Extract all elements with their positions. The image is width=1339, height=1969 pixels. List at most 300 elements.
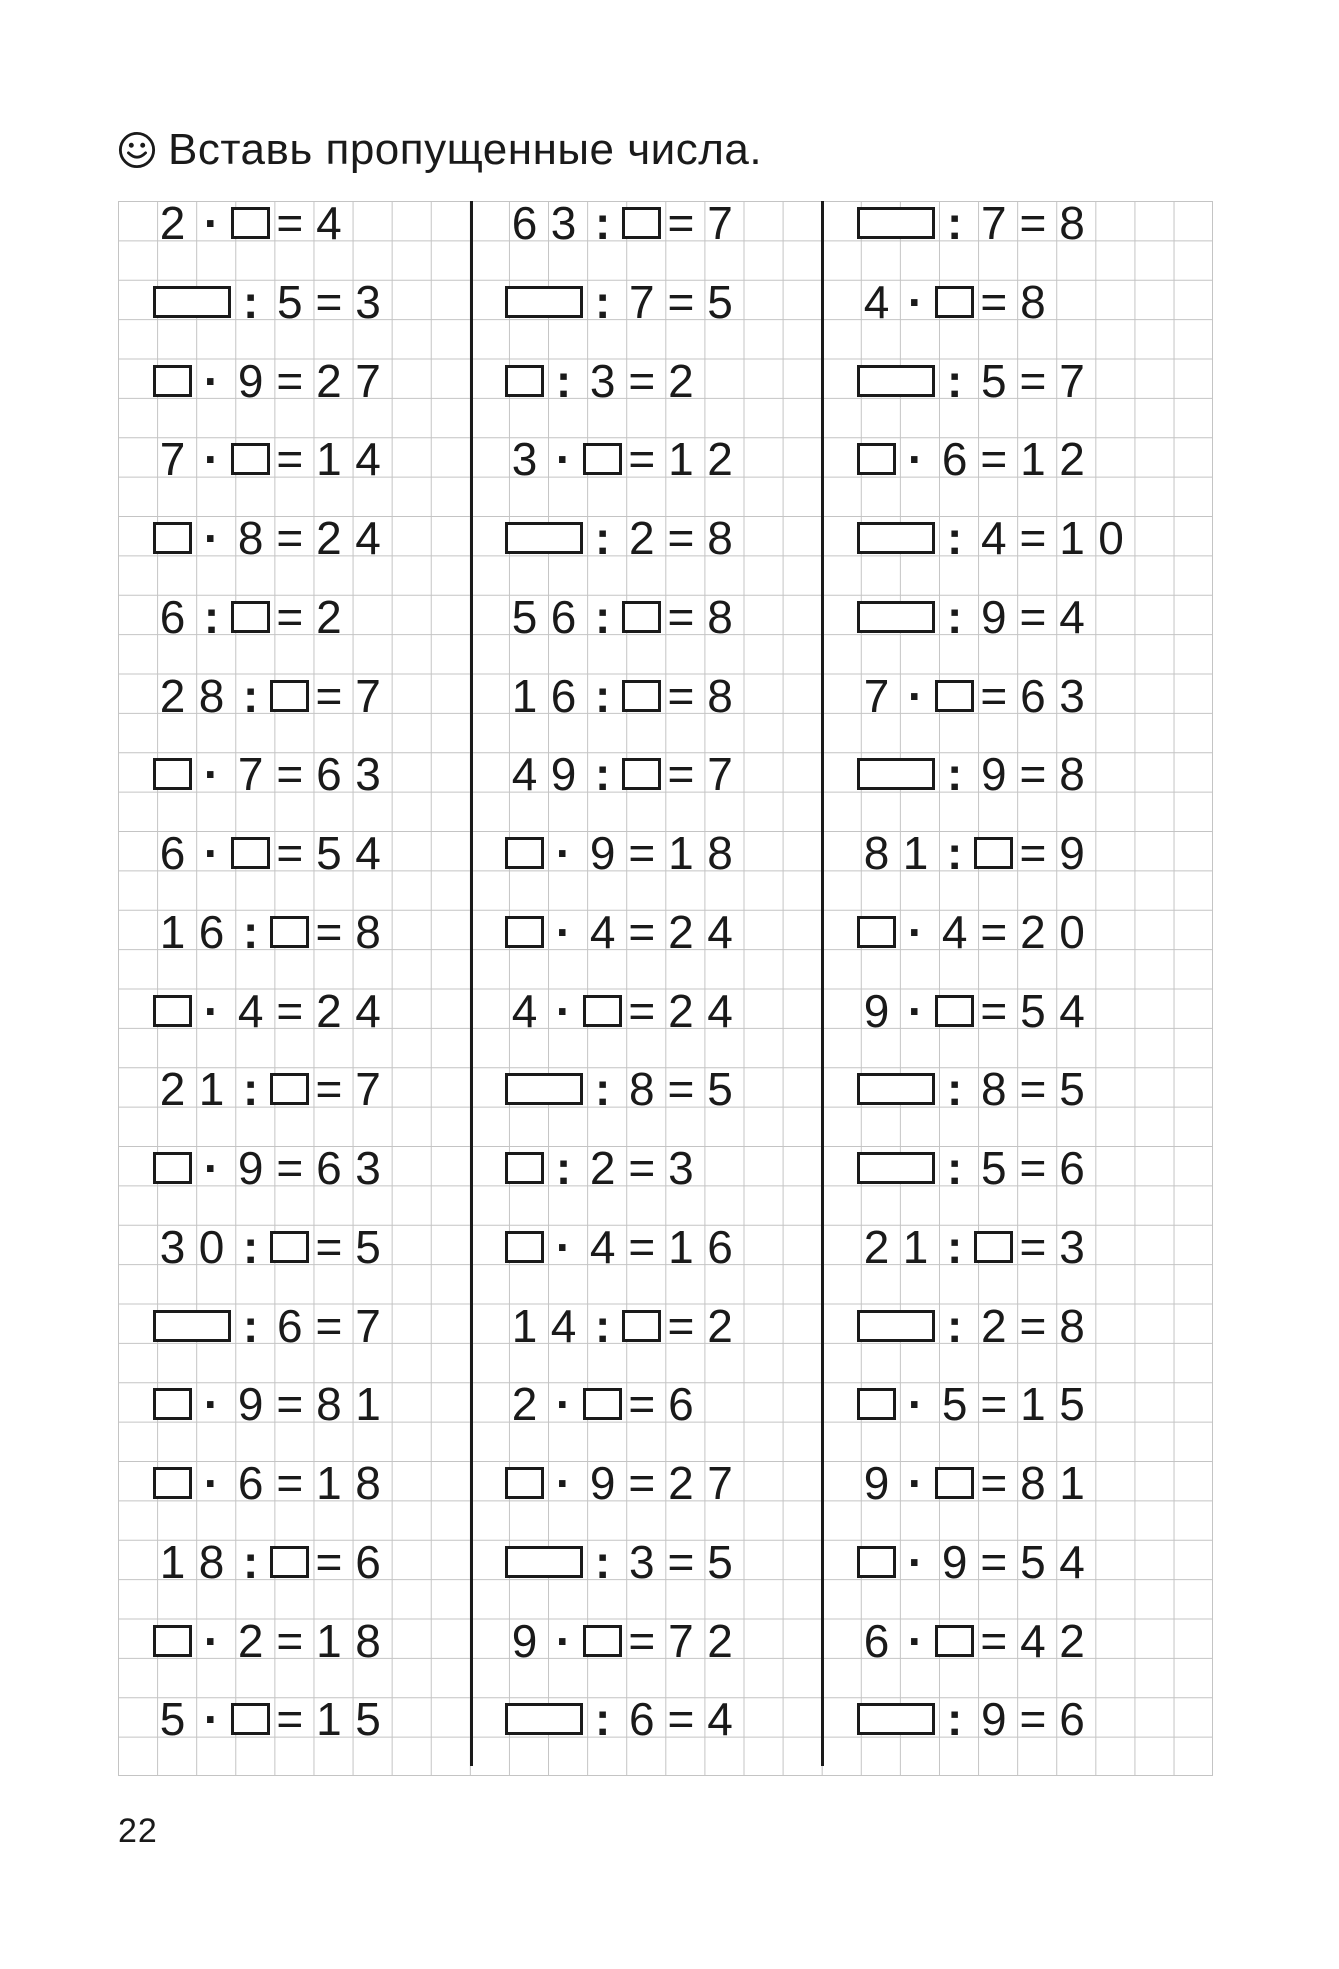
divide-sign: : — [947, 1142, 963, 1194]
answer-box-wide[interactable] — [505, 1546, 583, 1578]
equals-sign: = — [667, 1063, 695, 1116]
multiply-sign: · — [907, 905, 924, 958]
digit: 3 — [629, 1535, 655, 1588]
answer-box[interactable] — [974, 837, 1013, 869]
exercise-title-text: Вставь пропущенные числа. — [168, 125, 763, 174]
answer-box[interactable] — [935, 286, 974, 318]
digit: 7 — [668, 1614, 694, 1667]
divide-sign: : — [595, 1535, 611, 1588]
digit: 6 — [1059, 1693, 1085, 1746]
digit: 1 — [1059, 512, 1085, 564]
equals-sign: = — [276, 1457, 304, 1509]
digit: 4 — [1059, 984, 1085, 1037]
digit: 6 — [198, 905, 225, 958]
digit: 4 — [550, 1299, 577, 1352]
digit: 4 — [1020, 1614, 1046, 1667]
digit: 5 — [316, 827, 342, 879]
answer-box[interactable] — [622, 1310, 661, 1342]
multiply-sign: · — [555, 905, 572, 958]
digit: 3 — [550, 197, 577, 249]
divide-sign: : — [947, 1063, 963, 1116]
digit: 6 — [511, 197, 538, 249]
digit: 4 — [589, 1220, 616, 1273]
equals-sign: = — [1019, 748, 1047, 801]
digit: 4 — [355, 512, 381, 564]
answer-box[interactable] — [505, 1467, 544, 1499]
digit: 5 — [1020, 1535, 1046, 1588]
digit: 4 — [355, 984, 381, 1037]
digit: 6 — [668, 1378, 694, 1431]
digit: 2 — [668, 1457, 694, 1509]
divide-sign: : — [595, 1063, 611, 1116]
equals-sign: = — [276, 1614, 304, 1667]
digit: 1 — [355, 1378, 381, 1431]
answer-box-wide[interactable] — [857, 1310, 935, 1342]
answer-box-wide[interactable] — [857, 758, 935, 790]
digit: 7 — [355, 669, 381, 722]
answer-box[interactable] — [505, 365, 544, 397]
answer-box[interactable] — [583, 1388, 622, 1420]
equals-sign: = — [276, 354, 304, 407]
digit: 3 — [159, 1220, 186, 1273]
digit: 2 — [159, 197, 186, 249]
answer-box-wide[interactable] — [857, 522, 935, 554]
digit: 8 — [316, 1378, 342, 1431]
answer-box[interactable] — [153, 995, 192, 1027]
multiply-sign: · — [203, 1378, 220, 1431]
equals-sign: = — [667, 1693, 695, 1746]
digit: 5 — [277, 275, 303, 328]
answer-box[interactable] — [270, 680, 309, 712]
answer-box-wide[interactable] — [857, 365, 935, 397]
digit: 2 — [707, 1299, 733, 1352]
digit: 4 — [511, 984, 538, 1037]
digit: 0 — [1059, 905, 1085, 958]
divide-sign: : — [243, 275, 259, 328]
digit: 5 — [511, 590, 538, 643]
multiply-sign: · — [907, 1614, 924, 1667]
digit: 6 — [159, 827, 186, 879]
smiley-icon — [118, 131, 156, 169]
equals-sign: = — [628, 1614, 656, 1667]
divide-sign: : — [243, 1063, 259, 1116]
digit: 4 — [1059, 1535, 1085, 1588]
answer-box[interactable] — [935, 680, 974, 712]
digit: 1 — [1020, 1378, 1046, 1431]
answer-box-wide[interactable] — [857, 1152, 935, 1184]
equals-sign: = — [276, 512, 304, 564]
digit: 4 — [1059, 590, 1085, 643]
answer-box-wide[interactable] — [857, 1703, 935, 1735]
answer-box[interactable] — [153, 1388, 192, 1420]
digit: 3 — [355, 275, 381, 328]
exercise-title — [118, 120, 762, 180]
equals-sign: = — [1019, 1693, 1047, 1746]
answer-box[interactable] — [583, 1625, 622, 1657]
equals-sign: = — [276, 1693, 304, 1746]
digit: 2 — [316, 984, 342, 1037]
equals-sign: = — [315, 1063, 343, 1116]
divide-sign: : — [595, 1299, 611, 1352]
digit: 7 — [707, 1457, 733, 1509]
digit: 2 — [159, 1063, 186, 1116]
answer-box[interactable] — [153, 1467, 192, 1499]
digit: 3 — [1059, 669, 1085, 722]
multiply-sign: · — [203, 1142, 220, 1194]
digit: 9 — [511, 1614, 538, 1667]
digit: 4 — [237, 984, 264, 1037]
answer-box[interactable] — [857, 916, 896, 948]
digit: 2 — [589, 1142, 616, 1194]
multiply-sign: · — [203, 1614, 220, 1667]
digit: 6 — [550, 669, 577, 722]
digit: 1 — [902, 1220, 929, 1273]
equals-sign: = — [1019, 590, 1047, 643]
divide-sign: : — [947, 748, 963, 801]
equals-sign: = — [980, 669, 1008, 722]
divide-sign: : — [243, 1299, 259, 1352]
digit: 2 — [1059, 1614, 1085, 1667]
equals-sign: = — [667, 275, 695, 328]
digit: 2 — [237, 1614, 264, 1667]
digit: 6 — [863, 1614, 890, 1667]
divide-sign: : — [595, 275, 611, 328]
answer-box[interactable] — [270, 1231, 309, 1263]
digit: 1 — [159, 905, 186, 958]
answer-box[interactable] — [974, 1231, 1013, 1263]
digit: 4 — [355, 433, 381, 486]
digit: 3 — [511, 433, 538, 486]
digit: 4 — [707, 1693, 733, 1746]
answer-box[interactable] — [270, 916, 309, 948]
digit: 8 — [355, 1614, 381, 1667]
answer-box[interactable] — [153, 365, 192, 397]
digit: 8 — [707, 669, 733, 722]
digit: 1 — [511, 1299, 538, 1352]
equals-sign: = — [980, 984, 1008, 1037]
digit: 6 — [1059, 1142, 1085, 1194]
digit: 8 — [707, 827, 733, 879]
digit: 8 — [1059, 748, 1085, 801]
equals-sign: = — [980, 1535, 1008, 1588]
multiply-sign: · — [555, 1457, 572, 1509]
answer-box-wide[interactable] — [505, 1703, 583, 1735]
multiply-sign: · — [203, 984, 220, 1037]
digit: 9 — [1059, 827, 1085, 879]
answer-box[interactable] — [153, 522, 192, 554]
column-divider — [470, 201, 473, 1766]
digit: 7 — [159, 433, 186, 486]
equals-sign: = — [667, 748, 695, 801]
multiply-sign: · — [555, 984, 572, 1037]
answer-box[interactable] — [583, 995, 622, 1027]
divide-sign: : — [555, 1142, 572, 1194]
answer-box-wide[interactable] — [857, 1073, 935, 1105]
equals-sign: = — [276, 197, 304, 249]
equals-sign: = — [276, 1378, 304, 1431]
digit: 5 — [981, 1142, 1007, 1194]
answer-box[interactable] — [505, 1152, 544, 1184]
digit: 1 — [1020, 433, 1046, 486]
multiply-sign: · — [907, 1535, 924, 1588]
divide-sign: : — [243, 1535, 259, 1588]
digit: 8 — [1059, 197, 1085, 249]
multiply-sign: · — [203, 512, 220, 564]
answer-box[interactable] — [231, 443, 270, 475]
digit: 8 — [198, 1535, 225, 1588]
equals-sign: = — [276, 748, 304, 801]
digit: 5 — [1059, 1378, 1085, 1431]
digit: 9 — [863, 1457, 890, 1509]
column-divider — [821, 201, 824, 1766]
equals-sign: = — [276, 433, 304, 486]
answer-box-wide[interactable] — [153, 1310, 231, 1342]
digit: 9 — [589, 827, 616, 879]
multiply-sign: · — [555, 827, 572, 879]
digit: 8 — [1059, 1299, 1085, 1352]
answer-box-wide[interactable] — [505, 1073, 583, 1105]
answer-box[interactable] — [505, 916, 544, 948]
multiply-sign: · — [203, 1693, 220, 1746]
digit: 6 — [237, 1457, 264, 1509]
digit: 1 — [668, 1220, 694, 1273]
answer-box[interactable] — [622, 680, 661, 712]
multiply-sign: · — [203, 197, 220, 249]
digit: 8 — [981, 1063, 1007, 1116]
digit: 6 — [159, 590, 186, 643]
digit: 9 — [863, 984, 890, 1037]
answer-box[interactable] — [857, 1388, 896, 1420]
equals-sign: = — [628, 1378, 656, 1431]
digit: 6 — [316, 748, 342, 801]
answer-box-wide[interactable] — [153, 286, 231, 318]
equals-sign: = — [980, 1378, 1008, 1431]
multiply-sign: · — [555, 1378, 572, 1431]
divide-sign: : — [555, 354, 572, 407]
digit: 1 — [159, 1535, 186, 1588]
answer-box[interactable] — [857, 443, 896, 475]
divide-sign: : — [595, 197, 611, 249]
digit: 5 — [941, 1378, 968, 1431]
digit: 0 — [198, 1220, 225, 1273]
digit: 9 — [237, 1142, 264, 1194]
digit: 5 — [159, 1693, 186, 1746]
digit: 5 — [707, 1063, 733, 1116]
answer-box[interactable] — [153, 1152, 192, 1184]
digit: 6 — [629, 1693, 655, 1746]
digit: 1 — [316, 1614, 342, 1667]
answer-box[interactable] — [583, 443, 622, 475]
digit: 1 — [316, 433, 342, 486]
digit: 4 — [511, 748, 538, 801]
divide-sign: : — [947, 827, 963, 879]
answer-box[interactable] — [622, 758, 661, 790]
digit: 6 — [316, 1142, 342, 1194]
equals-sign: = — [628, 984, 656, 1037]
digit: 1 — [668, 827, 694, 879]
equals-sign: = — [667, 1299, 695, 1352]
equals-sign: = — [276, 984, 304, 1037]
equals-sign: = — [667, 512, 695, 564]
answer-box[interactable] — [153, 1625, 192, 1657]
equals-sign: = — [276, 827, 304, 879]
digit: 1 — [316, 1457, 342, 1509]
digit: 7 — [981, 197, 1007, 249]
answer-box-wide[interactable] — [505, 522, 583, 554]
divide-sign: : — [947, 197, 963, 249]
answer-box-wide[interactable] — [857, 601, 935, 633]
divide-sign: : — [947, 590, 963, 643]
equals-sign: = — [1019, 354, 1047, 407]
digit: 8 — [237, 512, 264, 564]
equals-sign: = — [1019, 827, 1047, 879]
equals-sign: = — [1019, 1299, 1047, 1352]
equals-sign: = — [1019, 512, 1047, 564]
answer-box[interactable] — [857, 1546, 896, 1578]
divide-sign: : — [947, 1220, 963, 1273]
digit: 8 — [355, 1457, 381, 1509]
digit: 1 — [1059, 1457, 1085, 1509]
equals-sign: = — [628, 354, 656, 407]
digit: 7 — [237, 748, 264, 801]
digit: 3 — [1059, 1220, 1085, 1273]
multiply-sign: · — [203, 1457, 220, 1509]
equals-sign: = — [667, 669, 695, 722]
digit: 6 — [707, 1220, 733, 1273]
divide-sign: : — [203, 590, 220, 643]
equals-sign: = — [276, 1142, 304, 1194]
equals-sign: = — [1019, 1220, 1047, 1273]
divide-sign: : — [947, 354, 963, 407]
digit: 2 — [981, 1299, 1007, 1352]
answer-box[interactable] — [231, 207, 270, 239]
digit: 6 — [1020, 669, 1046, 722]
equals-sign: = — [628, 1457, 656, 1509]
answer-box[interactable] — [622, 207, 661, 239]
multiply-sign: · — [907, 1378, 924, 1431]
answer-box[interactable] — [505, 837, 544, 869]
digit: 4 — [863, 275, 890, 328]
digit: 4 — [316, 197, 342, 249]
divide-sign: : — [947, 1693, 963, 1746]
digit: 6 — [355, 1535, 381, 1588]
equals-sign: = — [1019, 197, 1047, 249]
equals-sign: = — [628, 827, 656, 879]
digit: 9 — [981, 1693, 1007, 1746]
answer-box[interactable] — [231, 837, 270, 869]
digit: 5 — [355, 1693, 381, 1746]
answer-box[interactable] — [935, 1625, 974, 1657]
equals-sign: = — [1019, 1142, 1047, 1194]
equals-sign: = — [980, 1614, 1008, 1667]
digit: 9 — [941, 1535, 968, 1588]
multiply-sign: · — [203, 827, 220, 879]
digit: 8 — [1020, 1457, 1046, 1509]
equals-sign: = — [315, 1299, 343, 1352]
answer-box[interactable] — [231, 601, 270, 633]
digit: 2 — [707, 1614, 733, 1667]
digit: 8 — [629, 1063, 655, 1116]
digit: 6 — [550, 590, 577, 643]
digit: 2 — [668, 984, 694, 1037]
equals-sign: = — [667, 197, 695, 249]
digit: 5 — [707, 1535, 733, 1588]
digit: 8 — [707, 512, 733, 564]
digit: 7 — [355, 1063, 381, 1116]
page-number: 22 — [118, 1812, 158, 1850]
answer-box[interactable] — [270, 1073, 309, 1105]
multiply-sign: · — [203, 433, 220, 486]
digit: 2 — [316, 354, 342, 407]
equals-sign: = — [628, 1220, 656, 1273]
digit: 4 — [589, 905, 616, 958]
equals-sign: = — [980, 275, 1008, 328]
digit: 9 — [550, 748, 577, 801]
digit: 4 — [941, 905, 968, 958]
digit: 9 — [981, 590, 1007, 643]
divide-sign: : — [595, 748, 611, 801]
answer-box[interactable] — [153, 758, 192, 790]
digit: 1 — [511, 669, 538, 722]
digit: 4 — [355, 827, 381, 879]
digit: 1 — [316, 1693, 342, 1746]
digit: 8 — [1020, 275, 1046, 328]
answer-box[interactable] — [935, 1467, 974, 1499]
multiply-sign: · — [203, 748, 220, 801]
equals-sign: = — [980, 905, 1008, 958]
divide-sign: : — [243, 669, 259, 722]
digit: 2 — [159, 669, 186, 722]
digit: 2 — [863, 1220, 890, 1273]
digit: 1 — [902, 827, 929, 879]
digit: 9 — [237, 354, 264, 407]
digit: 7 — [629, 275, 655, 328]
digit: 2 — [511, 1378, 538, 1431]
divide-sign: : — [595, 512, 611, 564]
digit: 0 — [1098, 512, 1124, 564]
answer-box[interactable] — [270, 1546, 309, 1578]
digit: 2 — [1059, 433, 1085, 486]
multiply-sign: · — [555, 1220, 572, 1273]
divide-sign: : — [595, 669, 611, 722]
multiply-sign: · — [203, 354, 220, 407]
digit: 2 — [668, 354, 694, 407]
divide-sign: : — [947, 1299, 963, 1352]
equals-sign: = — [980, 1457, 1008, 1509]
digit: 3 — [589, 354, 616, 407]
answer-box[interactable] — [231, 1703, 270, 1735]
answer-box-wide[interactable] — [857, 207, 935, 239]
digit: 2 — [707, 433, 733, 486]
digit: 2 — [316, 512, 342, 564]
divide-sign: : — [243, 905, 259, 958]
equals-sign: = — [628, 1142, 656, 1194]
digit: 3 — [355, 748, 381, 801]
digit: 3 — [668, 1142, 694, 1194]
equals-sign: = — [315, 905, 343, 958]
digit: 5 — [1059, 1063, 1085, 1116]
answer-box[interactable] — [505, 1231, 544, 1263]
multiply-sign: · — [907, 1457, 924, 1509]
answer-box[interactable] — [935, 995, 974, 1027]
digit: 3 — [355, 1142, 381, 1194]
equals-sign: = — [315, 1535, 343, 1588]
digit: 4 — [981, 512, 1007, 564]
answer-box[interactable] — [622, 601, 661, 633]
answer-box-wide[interactable] — [505, 286, 583, 318]
equals-sign: = — [628, 433, 656, 486]
digit: 5 — [1020, 984, 1046, 1037]
